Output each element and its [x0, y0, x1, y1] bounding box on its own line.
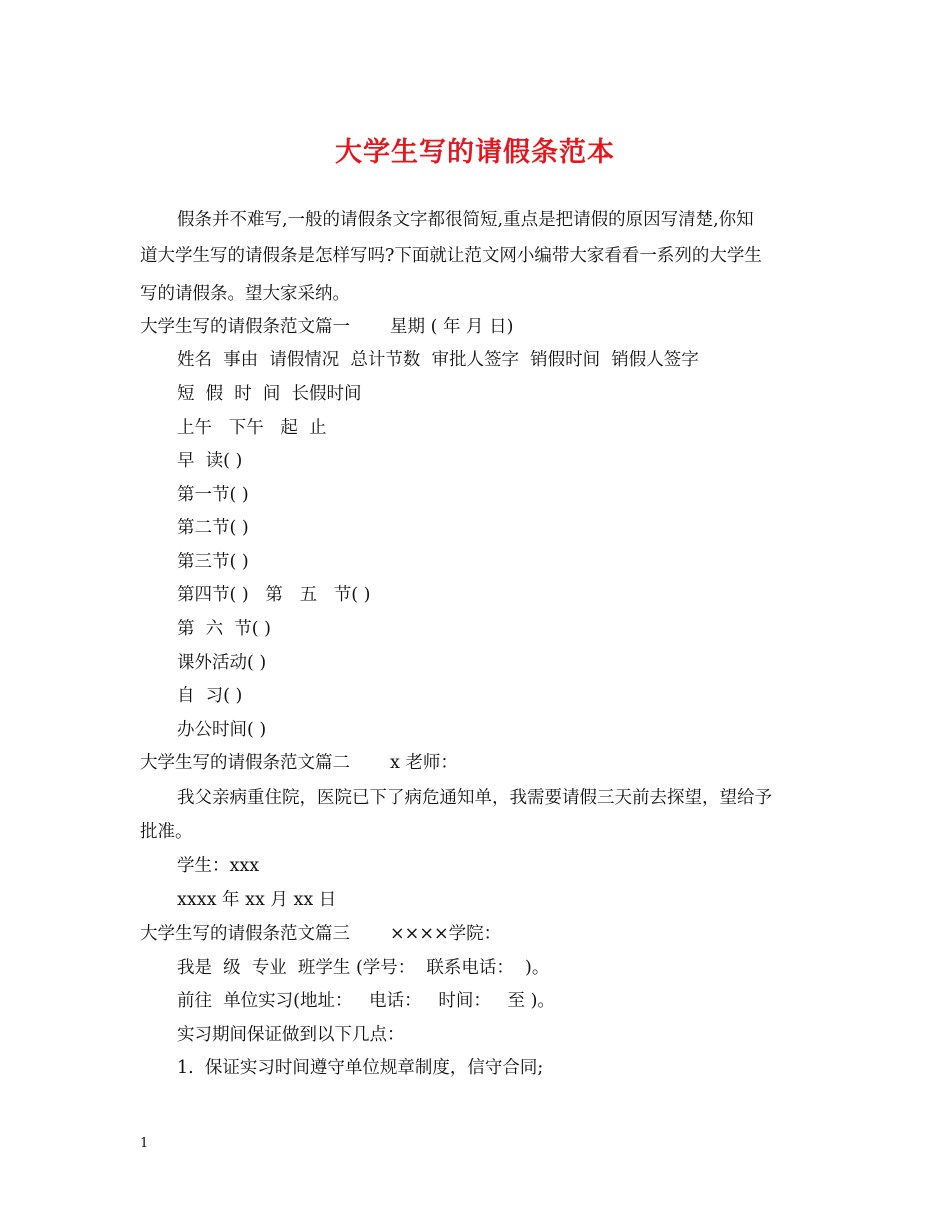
sample1-line: 第二节( )	[177, 518, 249, 538]
sample2-heading-row	[140, 751, 458, 775]
sample1-heading-row	[140, 315, 513, 339]
sample2-body-line-2: 批准。	[140, 822, 193, 842]
sample2-body-line-1: 我父亲病重住院，医院已下了病危通知单，我需要请假三天前去探望，望给予	[177, 788, 772, 808]
sample1-line: 上午 下午 起 止	[177, 418, 327, 438]
sample1-line: 自 习( )	[177, 686, 243, 706]
intro-line-3: 写的请假条。望大家采纳。	[140, 284, 350, 304]
intro-line-1: 假条并不难写,一般的请假条文字都很简短,重点是把请假的原因写清楚,你知	[177, 210, 754, 230]
sample1-line: 第三节( )	[177, 552, 249, 572]
sample1-line: 第 六 节( )	[177, 619, 271, 639]
sample3-line: 实习期间保证做到以下几点：	[177, 1025, 405, 1045]
sample1-line: 第一节( )	[177, 485, 249, 505]
sample1-line: 课外活动( )	[177, 653, 267, 673]
sample2-date: xxxx 年 xx 月 xx 日	[177, 890, 337, 910]
sample3-line: 我是 级 专业 班学生 (学号： 联系电话： )。	[177, 958, 550, 978]
sample1-line: 姓名 事由 请假情况 总计节数 审批人签字 销假时间 销假人签字	[177, 350, 699, 370]
sample1-line: 短 假 时 间 长假时间	[177, 384, 362, 404]
sample2-student: 学生：xxx	[177, 856, 260, 876]
sample3-salutation: ××××学院：	[390, 924, 502, 944]
sample1-line: 早 读( )	[177, 451, 243, 471]
sample3-line: 前往 单位实习(地址： 电话： 时间： 至 )。	[177, 991, 555, 1011]
sample2-heading: 大学生写的请假条范文篇二	[140, 753, 350, 773]
sample1-heading: 大学生写的请假条范文篇一	[140, 317, 350, 337]
sample3-heading-row	[140, 922, 501, 946]
sample3-heading: 大学生写的请假条范文篇三	[140, 924, 350, 944]
sample1-line: 办公时间( )	[177, 720, 267, 740]
page-number: 1	[140, 1136, 149, 1151]
sample3-line: 1. 保证实习时间遵守单位规章制度，信守合同;	[177, 1058, 544, 1078]
sample1-line: 第四节( ) 第 五 节( )	[177, 585, 371, 605]
sample2-salutation: x 老师：	[390, 753, 458, 773]
sample1-date: 星期 ( 年 月 日)	[390, 317, 514, 337]
document-title: 大学生写的请假条范本	[335, 137, 615, 168]
intro-line-2: 道大学生写的请假条是怎样写吗?下面就让范文网小编带大家看看一系列的大学生	[140, 246, 762, 266]
